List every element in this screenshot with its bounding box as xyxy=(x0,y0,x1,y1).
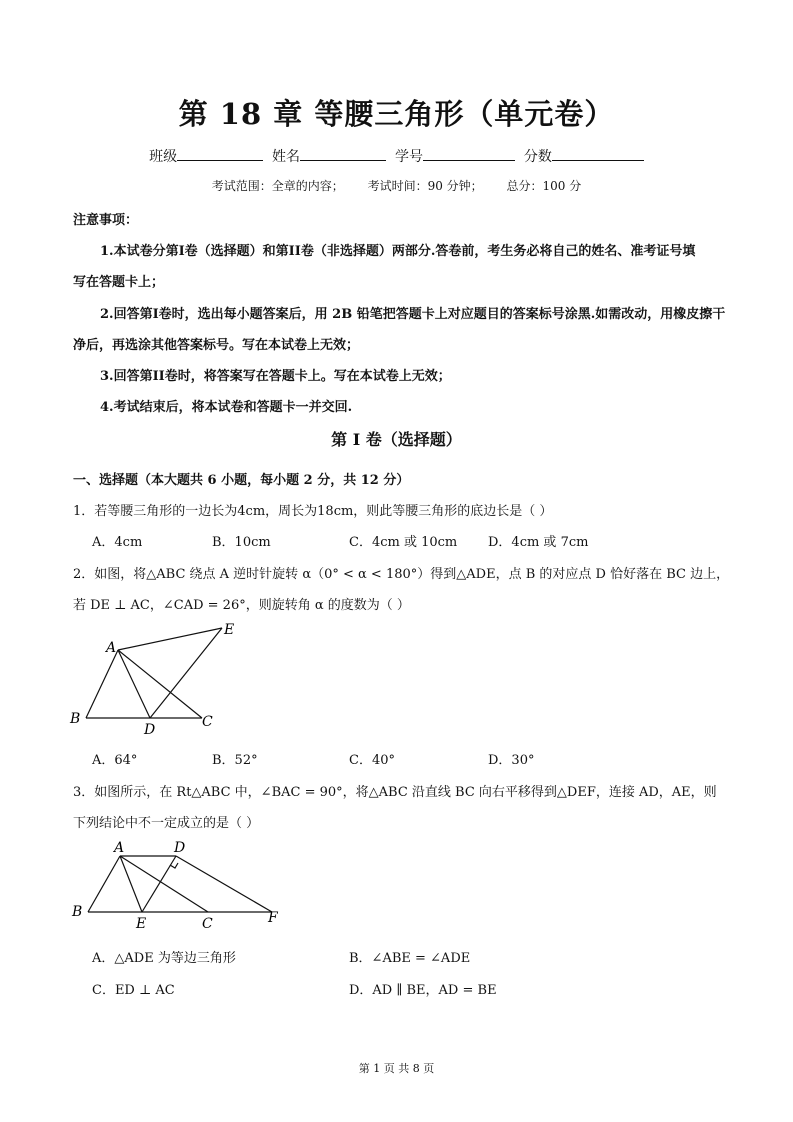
notice-item-4: 4.考试结束后，将本试卷和答题卡一并交回. xyxy=(100,400,353,415)
q3-option-d: D．AD ∥ BE，AD = BE xyxy=(349,983,497,998)
q3-segment-ae xyxy=(120,856,142,912)
q2-label-b: B xyxy=(70,711,81,727)
section-heading: 一、选择题（本大题共 6 小题，每小题 2 分，共 12 分） xyxy=(73,473,410,488)
exam-range: 考试范围：全章的内容； xyxy=(211,179,344,193)
q3-segment-df xyxy=(176,856,272,912)
q3-option-b: B．∠ABE = ∠ADE xyxy=(349,951,471,966)
q2-label-e: E xyxy=(224,622,235,638)
q2-segment-ab xyxy=(86,650,118,718)
id-label: 学号 xyxy=(394,149,423,165)
q3-label-f: F xyxy=(268,910,278,926)
q3-segment-de xyxy=(142,856,176,912)
notice-item-1-cont: 写在答题卡上； xyxy=(73,275,165,290)
page-footer: 第 1 页 共 8 页 xyxy=(358,1062,435,1075)
q3-option-a: A．△ADE 为等边三角形 xyxy=(92,951,236,966)
q3-label-c: C xyxy=(202,916,213,932)
q3-label-e: E xyxy=(136,916,147,932)
name-blank xyxy=(300,146,386,161)
q3-segment-ac xyxy=(120,856,208,912)
q2-option-d: D．30° xyxy=(488,753,535,768)
q3-option-c: C．ED ⊥ AC xyxy=(92,983,175,998)
notice-item-2: 2.回答第I卷时，选出每小题答案后，用 2B 铅笔把答题卡上对应题目的答案标号涂黑.如需改动，用橡皮擦干 xyxy=(100,307,726,322)
score-blank xyxy=(552,146,644,161)
notice-heading: 注意事项： xyxy=(73,213,139,228)
q3-stem-line2: 下列结论中不一定成立的是（ ） xyxy=(73,816,260,831)
q3-label-d: D xyxy=(174,840,186,856)
q3-label-a: A xyxy=(114,840,125,856)
q2-label-a: A xyxy=(106,640,117,656)
q3-segment-ab xyxy=(88,856,120,912)
q1-option-a: A．4cm xyxy=(92,535,143,550)
notice-item-3: 3.回答第II卷时，将答案写在答题卡上。写在本试卷上无效； xyxy=(100,369,451,384)
student-info-line xyxy=(0,146,793,166)
name-label: 姓名 xyxy=(272,149,301,165)
q2-option-a: A．64° xyxy=(92,753,138,768)
id-blank xyxy=(423,146,515,161)
q2-option-c: C．40° xyxy=(349,753,395,768)
q2-stem-line1: 2．如图，将△ABC 绕点 A 逆时针旋转 α（0° < α < 180°）得到△ADE，点 B 的对应点 D 恰好落在 BC 边上， xyxy=(73,567,730,582)
class-label: 班级 xyxy=(149,149,178,165)
q1-option-b: B．10cm xyxy=(212,535,271,550)
q2-figure xyxy=(66,618,246,738)
q2-segment-ac xyxy=(118,650,202,718)
notice-item-2-cont: 净后，再选涂其他答案标号。写在本试卷上无效； xyxy=(73,338,360,353)
q1-option-c: C．4cm 或 10cm xyxy=(349,535,458,550)
q3-stem-line1: 3．如图所示，在 Rt△ABC 中，∠BAC = 90°，将△ABC 沿直线 BC 向右平移得到△DEF，连接 AD，AE，则 xyxy=(73,785,717,800)
q2-label-c: C xyxy=(202,714,213,730)
q2-stem-line2: 若 DE ⊥ AC，∠CAD = 26°，则旋转角 α 的度数为（ ） xyxy=(73,598,410,613)
class-blank xyxy=(177,146,263,161)
q1-stem: 1．若等腰三角形的一边长为4cm，周长为18cm，则此等腰三角形的底边长是（ ） xyxy=(73,504,553,519)
q3-figure xyxy=(66,836,286,932)
q3-label-b: B xyxy=(72,904,83,920)
q2-option-b: B．52° xyxy=(212,753,258,768)
q1-option-d: D．4cm 或 7cm xyxy=(488,535,589,550)
exam-total: 总分：100 分 xyxy=(506,179,582,193)
section-title: 第 I 卷（选择题） xyxy=(331,430,462,449)
notice-item-1: 1.本试卷分第I卷（选择题）和第II卷（非选择题）两部分.答卷前，考生务必将自己的姓名、准考证号填 xyxy=(100,244,696,259)
exam-scope-line xyxy=(0,177,793,194)
score-label: 分数 xyxy=(523,149,552,165)
page-title: 第 18 章 等腰三角形（单元卷） xyxy=(178,97,615,131)
exam-time: 考试时间：90 分钟； xyxy=(367,179,483,193)
q2-label-d: D xyxy=(144,722,156,738)
q2-segment-ad xyxy=(118,650,150,718)
